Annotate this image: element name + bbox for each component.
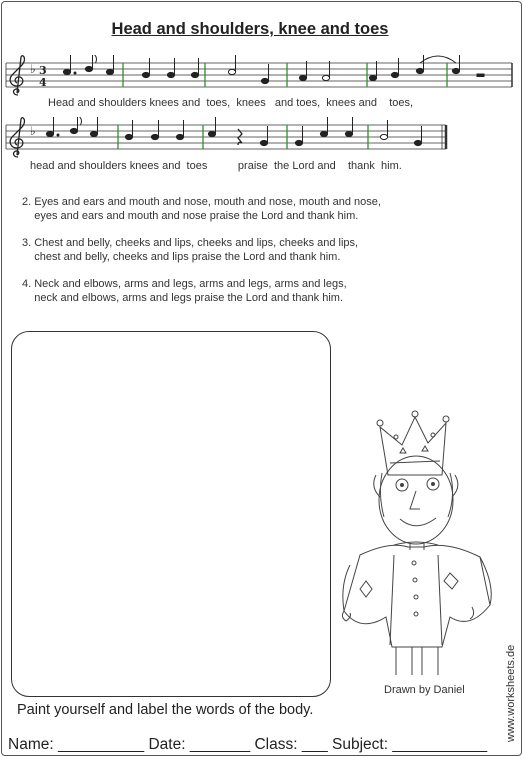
page-title: Head and shoulders, knee and toes bbox=[111, 20, 389, 38]
watermark: www.worksheets.de bbox=[505, 644, 517, 742]
instruction-text: Paint yourself and label the words of the body. bbox=[17, 702, 314, 718]
verse-3: 3. Chest and belly, cheeks and lips, cheeks and lips, cheeks and lips, chest and belly, cheeks and lips praise the Lord and thank him. bbox=[22, 237, 359, 263]
illustration-credit: Drawn by Daniel bbox=[384, 684, 465, 696]
time-signature-top: 3 bbox=[39, 64, 47, 77]
verse-2: 2. Eyes and ears and mouth and nose, mouth and nose, mouth and nose, eyes and ears and mouth and nose praise the Lord and thank him. bbox=[22, 196, 381, 222]
music-staff-2 bbox=[0, 117, 523, 162]
king-drawing bbox=[330, 405, 500, 680]
flat-icon: ♭ bbox=[30, 62, 36, 76]
time-signature-bottom: 4 bbox=[39, 76, 47, 89]
verses bbox=[22, 196, 492, 319]
verse-4: 4. Neck and elbows, arms and legs, arms and legs, arms and legs, neck and elbows, arms and legs praise the Lord and thank him. bbox=[22, 278, 347, 304]
flat-icon: ♭ bbox=[30, 124, 36, 138]
music-staff-1 bbox=[0, 55, 523, 100]
staff-1-lyrics: Head and shoulders knees and toes, knees and toes, knees and toes, bbox=[48, 97, 414, 109]
self-portrait-drawing-area[interactable] bbox=[11, 331, 331, 697]
student-info-fields[interactable]: Name: __________ Date: _______ Class: ___ Subject: ___________ bbox=[8, 736, 488, 753]
staff-2-lyrics: head and shoulders knees and toes praise the Lord and thank him. bbox=[30, 160, 402, 172]
